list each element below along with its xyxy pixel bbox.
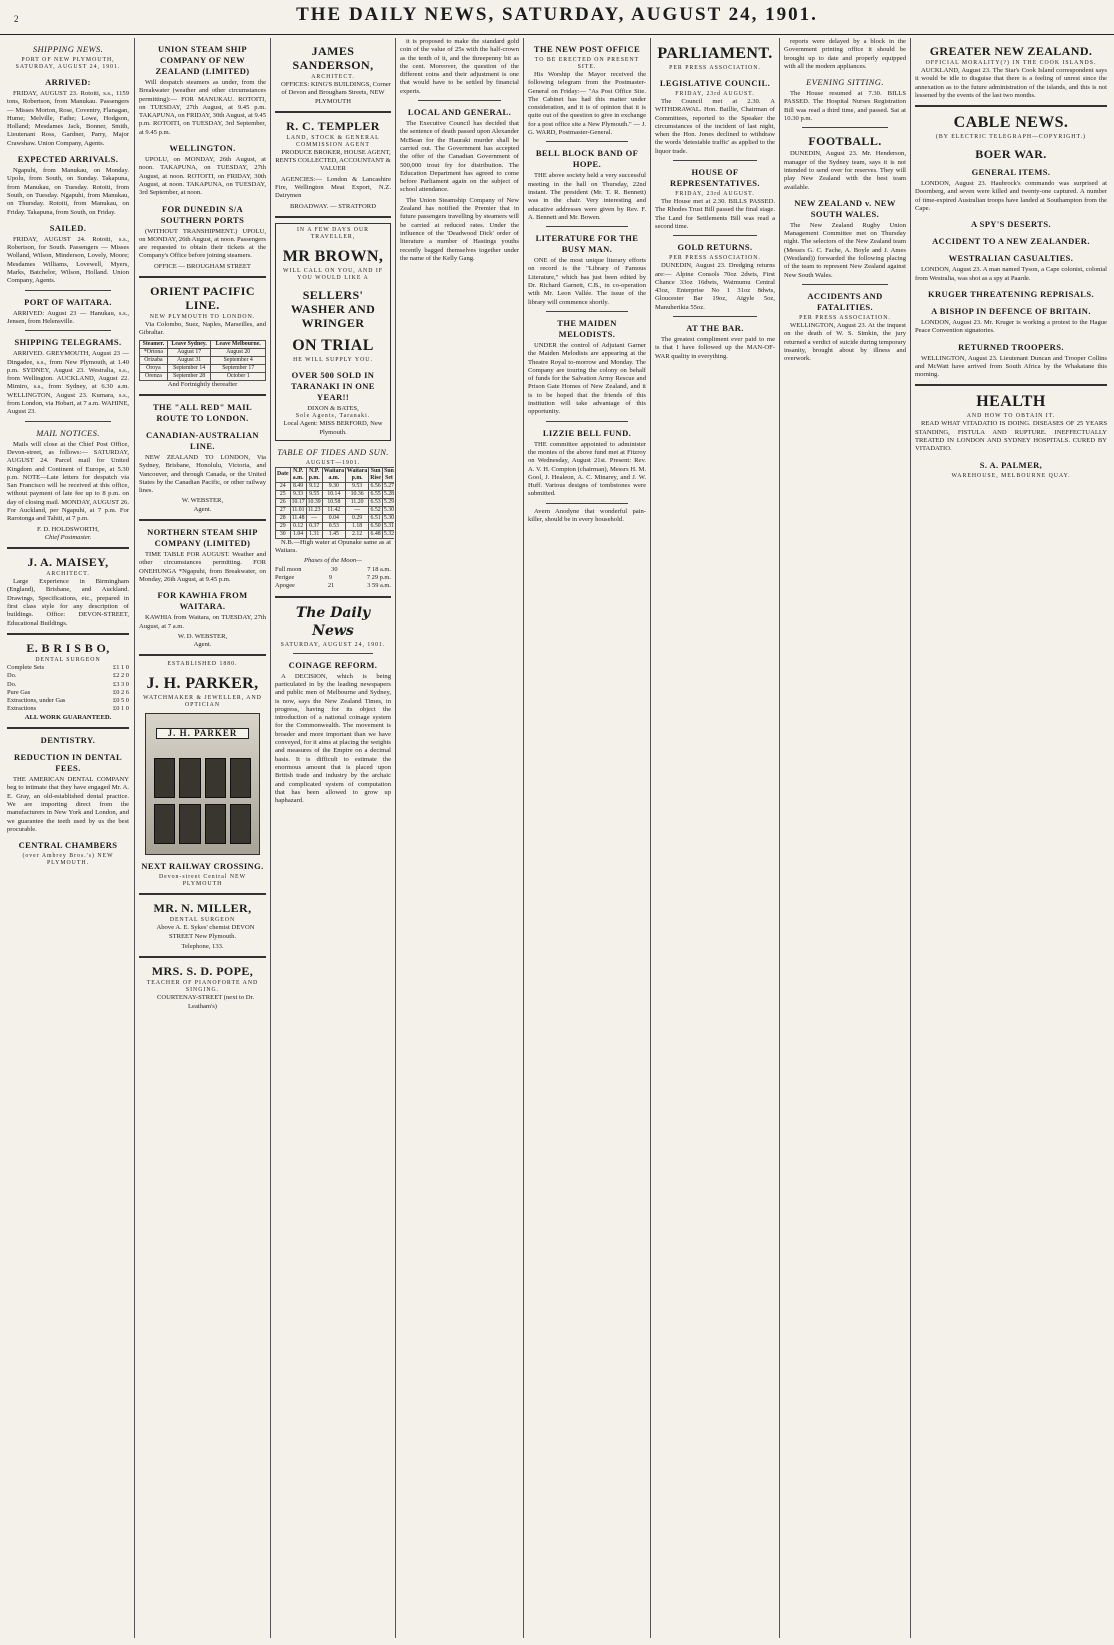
northern-heading: NORTHERN STEAM SHIP COMPANY (LIMITED) [147, 527, 258, 549]
council-date: FRIDAY, 23rd AUGUST. [675, 91, 755, 97]
reduction-heading: REDUCTION IN DENTAL FEES. [13, 752, 123, 774]
newspaper-title: THE DAILY NEWS, SATURDAY, AUGUST 24, 1901. [296, 4, 818, 25]
post-office-sub: TO BE ERECTED ON PRESENT SITE. [534, 57, 640, 70]
fee-value: £0 2 6 [113, 688, 129, 696]
moon-cell: 3 59 a.m. [367, 582, 391, 590]
column-rule [134, 38, 135, 1638]
moon-row [275, 574, 391, 582]
tide-cell: 0.04 [322, 514, 345, 522]
dunedin-heading: FOR DUNEDIN S/A SOUTHERN PORTS [160, 203, 245, 225]
orient-sub: NEW PLYMOUTH TO LONDON. [149, 314, 256, 321]
orient-heading: ORIENT PACIFIC LINE. [150, 284, 255, 313]
nsw-text: The New Zealand Rugby Union Management Committee met on Thursday night. The selectors of the New Zealand team (Messrs G. C. Fache, A. Boyle and J. Ames (Westland)) forwarded the following placing of the team to represent New Zealand against New South Wales. [784, 221, 906, 279]
tide-cell: 9.55 [306, 490, 322, 498]
tides-heading: TABLE OF TIDES AND SUN. [277, 446, 389, 457]
moon-row [275, 582, 391, 590]
fee-label: Complete Sets [7, 663, 45, 671]
orient-text: Via Colombo, Suez, Naples, Marseilles, and Gibraltar. [139, 321, 266, 337]
fee-row [7, 664, 129, 672]
boer-heading: BOER WAR. [975, 147, 1047, 162]
broadway: BROADWAY. — STRATFORD [290, 202, 376, 210]
parker-title: WATCHMAKER & JEWELLER, AND OPTICIAN [143, 695, 262, 709]
dunedin-text: (WITHOUT TRANSHIPMENT.) UPOLU, on MONDAY, 26th August, at noon. Passengers are requested to obtain their tickets at the Company's Office before joining steamers. [139, 227, 266, 260]
tide-header: Date [276, 467, 291, 482]
column-3 [272, 38, 394, 1638]
tide-cell: 30 [276, 530, 291, 538]
tide-cell: 11.42 [322, 506, 345, 514]
kruger-heading: KRUGER THREATENING REPRISALS. [928, 288, 1094, 299]
miller-name: MR. N. MILLER, [153, 901, 252, 916]
column-8 [912, 38, 1110, 1638]
postmaster-title: Chief Postmaster. [44, 533, 92, 541]
tide-header: N.P. a.m. [290, 467, 306, 482]
spy-heading: A SPY'S DESERTS. [970, 219, 1052, 230]
coinage-heading: COINAGE REFORM. [288, 659, 378, 670]
supply-note: HE WILL SUPPLY YOU. [293, 356, 373, 363]
tide-cell: 5.31 [383, 522, 394, 529]
tide-cell: 1.45 [322, 530, 345, 538]
bell-block-text: THE above society held a very successful meeting in the hall on Thursday, 22nd instant. The president (Mr. T. R. Bennett) was in the chair. Very interesting and educative addresses were given by Rev. F. A. Bennett and Mr. Bowen. [528, 172, 646, 221]
busy-man-text: ONE of the most unique literary efforts on record is the "Library of Famous Literature," which has just been edited by Dr. Richard Garnett, C.B., in co-operation with Mr. Leon Vallée. The issue of the library will commence shortly. [528, 257, 646, 306]
bishop-text: LONDON, August 23. Mr. Kruger is working a protest to the Hague Peace Convention signatories. [915, 318, 1107, 335]
agent-name: W. WEBSTER, [181, 497, 224, 505]
tide-header: Waitara p.m. [346, 467, 368, 481]
general-heading: GENERAL ITEMS. [971, 167, 1051, 178]
column-rule [650, 38, 651, 1638]
greater-nz-sub: OFFICIAL MORALITY(?) IN THE COOK ISLANDS. [925, 60, 1097, 66]
office-line: OFFICE — BROUGHAM STREET [154, 262, 251, 270]
sailing-table [139, 340, 266, 381]
tide-header: N.P. p.m. [306, 467, 322, 482]
westralian-text: LONDON, August 23. A man named Tyson, a Cape colonist, colonial from Westralia, was shot as a spy at Paarde. [915, 266, 1107, 282]
lizzie-heading: LIZZIE BELL FUND. [542, 427, 632, 438]
canadian-text: NEW ZEALAND TO LONDON, Via Sydney, Brisbane, Honolulu, Victoria, and Vancouver, and through Canada, or the United States by the Canadian Pacific, or other railway lines. [139, 453, 266, 495]
troopers-text: WELLINGTON, August 23. Lieutenant Duncan and Trooper Collins and McWatt have arrived from South Africa by the Whakatane this morning. [915, 354, 1107, 379]
moon-cell: Perigee [275, 574, 295, 582]
tide-cell: 9.30 [322, 482, 345, 490]
miller-title: DENTAL SURGEON [169, 917, 236, 924]
paper-date: SATURDAY, AUGUST 24, 1901. [280, 641, 386, 648]
kawhia-text: KAWHIA from Waitara, on TUESDAY, 27th August, at 7 a.m. [139, 614, 266, 630]
brisbo-title: DENTAL SURGEON [35, 656, 101, 663]
tide-cell: 9.12 [306, 482, 322, 490]
dentist-text: THE AMERICAN DENTAL COMPANY beg to intimate that they have engaged Mr. A. E. Gray, an old-established dental practice. We are importing direct from the manufacturers in New York and London, and we guarantee the teeth used by us the best procurable. [7, 776, 129, 833]
sailing-cell: August 17 [167, 348, 211, 356]
fee-row [7, 689, 129, 697]
brown-call: WILL CALL ON YOU, AND IF YOU WOULD LIKE A [283, 267, 383, 281]
fee-row [7, 697, 129, 705]
tide-cell: 11.48 [291, 514, 305, 521]
parker-address: Devon-street Central NEW PLYMOUTH [158, 874, 247, 888]
football-text: DUNEDIN, August 23. Mr. Henderson, manager of the Sydney team, says it is not intended to send over for reserves. They will play New Zealand with the best team available. [784, 150, 906, 191]
tide-cell: 6.50 [370, 522, 381, 529]
union-text: Will despatch steamers as under, from the Breakwater (weather and other circumstances permitting):— FOR MANUKAU. ROTOITI, on TUESDAY, 27th August, at 9.45 p.m. TAKAPUNA, on FRIDAY, 30th August, at 9.45 p.m. ROTOITI, on TUESDAY, 3rd September, at 9.45 p.m. [139, 79, 266, 136]
sailing-cell: Orenza [140, 372, 168, 380]
wellington-text: UPOLU, on MONDAY, 26th August, at noon. TAKAPUNA, on TUESDAY, 27th August, at noon. ROTOITI, on FRIDAY, 30th August, at noon. TAKAPUNA, on TUESDAY, 3rd September, at noon. [139, 156, 266, 197]
greater-nz-text: AUCKLAND, August 23. The Star's Cook Island correspondent says it would be idle to disguise that there is a feeling of unrest since the annexation as to the future administration of the islands, and this is not lessened by the events of the last two months. [915, 67, 1107, 99]
dixon-sub: Sole Agents, Taranaki. [295, 413, 371, 420]
evening-text: The House resumed at 7.30. BILLS PASSED. The Hospital Nurses Registration Bill was read a third time, and passed. Sat at 10.30 p.m. [784, 90, 906, 123]
column-5 [525, 38, 649, 1638]
column-4 [397, 38, 522, 1638]
masthead [0, 0, 1114, 35]
moon-cell: Apogee [275, 582, 295, 590]
moon-cell: Full moon [275, 565, 302, 573]
column-rule [779, 38, 780, 1638]
fee-value: £2 2 0 [113, 672, 129, 680]
union-heading: UNION STEAM SHIP COMPANY OF NEW ZEALAND (LIMITED) [155, 44, 250, 76]
tide-cell: 10.58 [322, 498, 345, 506]
tide-cell: 10.39 [307, 498, 321, 505]
coinage-text: A DECISION, which is being particulated in by the leading newspapers and public men of Melbourne and Sydney, is now, says the New Zealand Times, in progress, having for its object the introduction of a national coinage system for the Commonwealth. The movement is broader and more important than we have conveyed, for it aims at placing the weights and measures of the Empire on a decimal basis. It is difficult to estimate the enormous amount that is placed upon British trade and industry by the archaic and complicated system of computation that has been allowed to grow up haphazard. [275, 672, 391, 805]
moon-cell: 7 18 a.m. [367, 565, 391, 573]
fee-list [7, 664, 129, 714]
brisbo-name: E. B R I S B O, [26, 640, 110, 655]
football-heading: FOOTBALL. [808, 134, 882, 149]
tide-cell: 11.23 [307, 506, 321, 513]
all-red-heading: THE "ALL RED" MAIL ROUTE TO LONDON. [152, 401, 253, 423]
palmer-name: S. A. PALMER, [979, 459, 1043, 470]
fee-label: Pure Gas [7, 688, 31, 696]
templer-text: PRODUCE BROKER, HOUSE AGENT, RENTS COLLECTED, ACCOUNTANT & VALUER [275, 148, 391, 173]
fee-value: £0 1 0 [113, 705, 129, 713]
established: ESTABLISHED 1880. [167, 661, 238, 668]
tide-header: Sun Set [384, 467, 394, 481]
maisey-name: J. A. MAISEY, [27, 555, 109, 570]
post-office-heading: THE NEW POST OFFICE [533, 44, 641, 54]
council-text: The Council met at 2.30. A WITHDRAWAL. Hon. Baillie, Chairman of Committees, reported to the Speaker the circumstances of the incident of last night, when the Hon. Jones declined to withdraw the words 'detestable traffic' as applied to the liquor trade. [655, 98, 775, 155]
column-rule [395, 38, 396, 1638]
tide-cell: 6.48 [370, 530, 381, 537]
parker-name: J. H. PARKER, [146, 675, 259, 693]
shop-sign: J. H. PARKER [156, 728, 249, 738]
tide-cell: 10.17 [291, 498, 305, 505]
parker-crossing: NEXT RAILWAY CROSSING. [141, 861, 264, 872]
tide-cell: 0.37 [306, 522, 322, 530]
house-heading: HOUSE OF REPRESENTATIVES. [670, 167, 760, 189]
tide-cell: 6.55 [370, 490, 381, 497]
parliament-heading: PARLIAMENT. [657, 45, 773, 62]
northern-text: TIME TABLE FOR AUGUST. Weather and other circumstances permitting. FOR ONEHUNGA *Ngapuhi, from Breakwater, on Monday, 26th August, at 9.45 p.m. [139, 551, 266, 583]
tide-row [276, 490, 395, 498]
fortnight-note: And Fortnightly thereafter [167, 380, 238, 388]
waitara-text: ARRIVED: August 23 — Hanukau, s.s., Jensen, from Helensville. [7, 309, 129, 325]
washer-advert [275, 223, 391, 441]
tide-row [276, 506, 395, 514]
pope-title: TEACHER OF PIANOFORTE AND SINGING. [146, 980, 259, 994]
bishop-heading: A BISHOP IN DEFENCE OF BRITAIN. [931, 305, 1091, 316]
tide-cell: — [345, 506, 368, 514]
sellers-washer: SELLERS' WASHER AND WRINGER [290, 287, 376, 330]
telegrams-text: ARRIVED. GREYMOUTH, August 23 — Dingadee, s.s., from New Plymouth, at 1.40 p.m. SYDNEY, August 23. Westralia, s.s., from Wellington. AUCKLAND, August 22. Mimiro, s.s., from Sydney, at 6.30 a.m. WELLINGTON, August 23. Kumara, s.s., from London, via Hobart, at 7 a.m. WAHINE, August 23. [7, 350, 129, 416]
sailing-cell: August 20 [211, 348, 266, 356]
tide-cell: 10.36 [345, 490, 368, 498]
accident-heading: ACCIDENT TO A NEW ZEALANDER. [932, 236, 1090, 247]
sailing-row [140, 372, 266, 380]
maisey-text: Large Experience in Birmingham (England), Brisbane, and Auckland. Drawings, Specifications, etc., prepared in first class style for any description of buildings. Office: DEVON-STREET, Educational Buildings. [7, 578, 129, 627]
maisey-title: ARCHITECT. [46, 571, 90, 578]
accidents-text: WELLINGTON, August 23. At the inquest on the death of W. S. Simkin, the jury returned a verdict of suicide during temporary insanity, brought about by illness and overwork. [784, 321, 906, 363]
local-general-text-2: The Union Steamship Company of New Zealand has notified the Premier that in future passengers travelling by steamers will be carried at reduced rates. Under the influence of the 'Deadwood Dick' order of literature a number of Hastings youths recently bagged themselves together under the name of the Kelly Gang. [400, 196, 519, 262]
tide-cell: 0.12 [290, 522, 306, 530]
pope-name: MRS. S. D. POPE, [151, 964, 254, 979]
tide-cell: 1.04 [290, 530, 306, 538]
paper-nameplate: The Daily News [295, 604, 371, 639]
sanderson-name: JAMES SANDERSON, [292, 44, 374, 72]
westralian-heading: WESTRALIAN CASUALTIES. [948, 253, 1074, 264]
on-trial: ON TRIAL [292, 336, 374, 354]
tide-cell: 8.49 [290, 482, 306, 490]
moon-heading: Phases of the Moon— [303, 557, 363, 565]
tide-cell: 0.29 [345, 514, 368, 522]
fee-value: £0 5 0 [113, 697, 129, 705]
post-office-text: His Worship the Mayor received the following telegram from the Postmaster-General on Friday:— "As Post Office Site. The Cabinet has had this matter under consideration, and it is of opinion that it is quite out of the question to give in exchange for a post office site a New Plymouth." — J. G. WARD, Postmaster-General. [528, 71, 646, 137]
local-general-heading: LOCAL AND GENERAL. [407, 107, 512, 118]
tides-table [275, 467, 394, 539]
tide-header: Sun Rise [370, 467, 381, 481]
accidents-heading: ACCIDENTS AND FATALITIES. [807, 290, 883, 312]
sailing-cell: September 28 [167, 372, 211, 380]
kawhia-heading: FOR KAWHIA FROM WAITARA. [157, 590, 248, 612]
tide-row [276, 530, 395, 538]
wellington-heading: WELLINGTON. [169, 143, 236, 154]
tide-cell: 5.27 [383, 482, 394, 489]
column-6 [652, 38, 778, 1638]
maiden-heading: THE MAIDEN MELODISTS. [557, 317, 617, 339]
templer-title: LAND, STOCK & GENERAL COMMISSION AGENT [286, 134, 380, 148]
fee-label: Do. [7, 672, 17, 680]
gold-sub: PER PRESS ASSOCIATION. [669, 255, 761, 262]
shipping-heading: SHIPPING NEWS. [32, 44, 104, 54]
shopfront-illustration [145, 713, 260, 855]
central-chambers: CENTRAL CHAMBERS [18, 840, 118, 851]
sailing-header: Steamer. [140, 340, 168, 348]
tide-cell: 6.52 [370, 506, 381, 513]
expected-text: Ngapuhi, from Manukau, on Monday. Upolu, from South, on Sunday. Takapuna, from Manukau, on Tuesday. Rotoiti, from South, on Tuesday. Ngapuhi, from Manukau, on Thursday. Rotoiti, from Manukau, on Friday. Takapuna, from South, on Friday. [7, 167, 129, 216]
sailing-row [140, 364, 266, 372]
tide-header: Waitara a.m. [323, 467, 344, 481]
moon-cell: 21 [327, 582, 335, 590]
column-rule [270, 38, 271, 1638]
sailing-cell: *Ortona [140, 348, 168, 356]
tide-cell: — [306, 514, 322, 522]
tide-cell: 1.31 [306, 530, 322, 538]
sailing-cell: September 4 [211, 356, 266, 364]
waitara-heading: PORT OF WAITARA. [24, 296, 112, 307]
column-1 [4, 38, 132, 1638]
tide-row [276, 522, 395, 530]
tide-cell: 27 [276, 506, 291, 514]
sailing-cell: August 31 [167, 356, 211, 364]
moon-list [275, 566, 391, 591]
reported-text: reports were delayed by a block in the Government printing office it should be brought up to date and properly equipped with all the modern appliances. [784, 38, 906, 70]
house-date: FRIDAY, 23rd AUGUST. [675, 191, 755, 198]
sailed-text: FRIDAY, AUGUST 24. Rotoiti, s.s., Robertson, for South. Passengers — Misses Wolland, Wilson, Minderson, Lovely, Moore; Mesdames Williams, Lovewell, Myers, Marks, Batchelor, Wilson, Holland. Union Company, Agents. [7, 235, 129, 285]
canadian-heading: CANADIAN-AUSTRALIAN LINE. [146, 429, 259, 451]
sailed-heading: SAILED. [49, 222, 87, 233]
cable-sub: (BY ELECTRIC TELEGRAPH—COPYRIGHT.) [936, 134, 1086, 141]
fee-row [7, 705, 129, 713]
tide-cell: 9.53 [345, 482, 368, 490]
postmaster-signature: F. D. HOLDSWORTH, [37, 525, 99, 533]
fee-label: Do. [7, 680, 17, 688]
tide-cell: 5.32 [383, 530, 394, 537]
tide-row [276, 482, 395, 490]
sailing-row [140, 356, 266, 364]
health-heading: HEALTH [976, 393, 1046, 411]
tide-cell: 2.12 [345, 530, 368, 538]
miller-address: Above A. E. Sykes' chemist DEVON STREET New Plymouth. [156, 924, 255, 940]
tide-cell: 24 [276, 482, 291, 490]
parliament-sub: PER PRESS ASSOCIATION. [669, 65, 761, 71]
brown-pre: IN A FEW DAYS OUR TRAVELLER, [296, 226, 370, 240]
general-text: LONDON, August 23. Haubrock's commando was surprised at Doornberg, and seven were killed and twenty-one captured. A number of time-expired Australian troops have landed at Southampton from the Cape. [915, 180, 1107, 213]
bar-text: The greatest compliment ever paid to me is that I have followed up the MAN-OF-WAR quality in everything. [655, 336, 775, 360]
tide-cell: 5.29 [383, 498, 394, 505]
webster-sub: Agent. [193, 641, 212, 649]
council-heading: LEGISLATIVE COUNCIL. [659, 78, 771, 88]
tide-cell: 28 [276, 514, 291, 522]
webster-name: W. D. WEBSTER, [177, 632, 228, 640]
bell-block-heading: BELL BLOCK BAND OF HOPE. [535, 148, 639, 170]
tide-cell: 26 [276, 498, 291, 506]
tide-cell: 5.30 [383, 506, 394, 513]
brown-name: MR BROWN, [282, 247, 384, 265]
palmer-sub: WAREHOUSE, MELBOURNE QUAY. [951, 472, 1071, 479]
brisbo-guarantee: ALL WORK GUARANTEED. [24, 713, 112, 721]
sailing-cell: September 17 [211, 364, 266, 372]
tide-row [276, 514, 395, 522]
local-general-text: The Executive Council has decided that the sentence of death passed upon Alexander McBean for the Hauraki murder shall be carried out. The Government has accepted the offer of the Canadian Government of 500,000 trout fry for distribution. The Education Department has agreed to come before Parliament again on the subject of school attendance. [400, 120, 519, 194]
column-rule [910, 38, 911, 1638]
tide-row [276, 498, 395, 506]
moon-cell: 9 [328, 574, 333, 582]
accidents-sub: PER PRESS ASSOCIATION. [799, 314, 891, 321]
moon-cell: 30 [331, 565, 338, 573]
page-number: 2 [14, 14, 19, 24]
fee-label: Extractions, under Gas [7, 697, 66, 705]
troopers-heading: RETURNED TROOPERS. [958, 341, 1064, 352]
anodyne-ad: Avern Anodyne that wonderful pain-killer, should be in every household. [528, 507, 646, 523]
column-rule [523, 38, 524, 1638]
moon-cell: 7 29 p.m. [366, 574, 391, 582]
shipping-date: SATURDAY, AUGUST 24, 1901. [15, 64, 121, 70]
templer-agencies: AGENCIES:— London & Lancashire Fire, Wellington Meat Export, N.Z. Dairymen [275, 175, 391, 200]
sanderson-title: ARCHITECT. [311, 74, 355, 80]
fee-row [7, 672, 129, 680]
tide-cell: 11.20 [345, 498, 368, 506]
sailing-cell: Orizaba [140, 356, 168, 364]
tide-cell: 25 [276, 490, 291, 498]
dixon-bates: DIXON & BATES, [307, 404, 359, 412]
house-text: The House met at 2.30. BILLS PASSED. The Rhodes Trust Bill passed the final stage. The Land for Settlements Bill was read a second time. [655, 198, 775, 230]
fee-label: Extractions [7, 705, 37, 713]
cable-heading: CABLE NEWS. [953, 114, 1069, 132]
over-sold: OVER 500 SOLD IN TARANAKI IN ONE YEAR!! [291, 369, 375, 402]
tide-cell: 6.51 [370, 514, 381, 521]
coinage-continued: it is proposed to make the standard gold coin of the value of 25s with the half-crown as the tenth of it, and the threepenny bit as the cent. Moreover, the question of the different coins and their adjustment is one that would have to be settled by financial experts. [400, 38, 519, 95]
sanderson-text: OFFICES: KING'S BUILDINGS, Corner of Devon and Brougham Streets, NEW PLYMOUTH [281, 81, 391, 105]
health-text: READ WHAT VITADATIO IS DOING. DISEASES OF 25 YEARS STANDING, FISTULA AND RUPTURE. INEFFECTUALLY TREATED IN LONDON AND SYDNEY HOSPITALS. CURED BY VITADATIO. [915, 420, 1107, 453]
tide-cell: 11.01 [291, 506, 305, 513]
tide-cell: 10.14 [322, 490, 345, 498]
tide-cell: 5.30 [383, 514, 394, 521]
greater-nz-heading: GREATER NEW ZEALAND. [929, 44, 1093, 58]
arrived-heading: ARRIVED: [45, 77, 91, 87]
pope-address: COURTENAY-STREET (next to Dr. Leatham's) [156, 994, 255, 1010]
mail-heading: MAIL NOTICES. [36, 427, 100, 438]
evening-heading: EVENING SITTING. [806, 77, 884, 88]
local-agent: Local Agent: MISS BERFORD, New Plymouth. [283, 420, 383, 436]
column-7 [781, 38, 909, 1638]
tide-cell: 5.28 [383, 490, 394, 497]
port-heading: PORT OF NEW PLYMOUTH, [21, 57, 115, 63]
sailing-cell: Oroya [140, 364, 168, 372]
fee-value: £3 3 0 [113, 680, 129, 688]
tide-cell: 9.33 [290, 490, 306, 498]
sailing-header: Leave Sydney. [167, 340, 211, 348]
telephone: Telephone, 133. [181, 942, 224, 950]
tide-cell: 0.53 [322, 522, 345, 530]
bar-heading: AT THE BAR. [686, 323, 744, 334]
gold-text: DUNEDIN, August 23. Dredging returns are:— Alpine Consols 70oz 2dwts, First Chance 33oz 16dwts, Waimumu Central 43oz, Enterprise No 1 31oz 8dwts, Gloucester Bar 19oz, Aigyle 5oz, Manuherikia 55oz. [655, 262, 775, 311]
sailing-cell: October 1 [211, 372, 266, 380]
column-2 [136, 38, 269, 1638]
central-chambers-sub: (over Ambrey Bros.'s) NEW PLYMOUTH. [22, 853, 114, 867]
templer-name: R. C. TEMPLER [286, 118, 380, 133]
expected-heading: EXPECTED ARRIVALS. [17, 154, 119, 165]
sailing-cell: September 14 [167, 364, 211, 372]
dentistry-heading: DENTISTRY. [40, 735, 96, 746]
tide-cell: 6.53 [370, 498, 381, 505]
maiden-text: UNDER the control of Adjutant Garner the Maiden Melodists are appearing at the Theatre Royal to-morrow and Monday. The Company are touring the colony on behalf of funds for the Salvation Army Rescue and Prison Gate Homes of New Zealand, and it is to be hoped that the friends of this institution will take advantage of this opportunity. [528, 341, 646, 416]
tide-cell: 29 [276, 522, 291, 530]
lizzie-text: THE committee appointed to administer the monies of the above fund met at Fitzroy on Wednesday, August 21st. Present: Rev. A. V. H. Compton (chairman), Messrs H. M. Gool, J. Healeon, A. C. Minarey, and J. W. Huff. Various designs of tombstones were submitted. [528, 440, 646, 498]
sailing-header: Leave Melbourne. [211, 340, 266, 348]
nsw-heading: NEW ZEALAND v. NEW SOUTH WALES. [794, 197, 896, 219]
tide-cell: 1.18 [345, 522, 368, 530]
telegrams-heading: SHIPPING TELEGRAMS. [14, 337, 122, 348]
sailing-row [140, 348, 266, 356]
busy-man-heading: LITERATURE FOR THE BUSY MAN. [535, 233, 639, 255]
fee-value: £1 1 0 [113, 663, 129, 671]
agent-sub: Agent. [193, 505, 212, 513]
tide-note: N.B.—High water at Opunake same as at Waitara. [275, 538, 391, 555]
tide-cell: 6.56 [370, 482, 381, 489]
mail-text: Mails will close at the Chief Post Office, Devon-street, as follows:— SATURDAY, AUGUST 24. Parcel mail for United Kingdom and Continent of Europe, at 5.30 p.m. NOTE—Late letters for despatch via San Francisco will be received at this office, without payment of late fee up to 8 p.m. on day of closing mail. MONDAY, AUGUST 26. For Auckland, per Ngapuhi, at 7 p.m. For Rarotonga and Tahiti, at 7 p.m. [7, 440, 129, 523]
fee-row [7, 681, 129, 689]
moon-row [275, 566, 391, 574]
gold-heading: GOLD RETURNS. [677, 242, 753, 253]
health-sub: AND HOW TO OBTAIN IT. [966, 413, 1056, 420]
tides-sub: AUGUST—1901. [305, 459, 361, 466]
arrived-text: FRIDAY, AUGUST 23. Rotoiti, s.s., 1159 tons, Robertson, from Manukau. Passengers — Misses Morton, Rose, Coventry, Flanagan, Hume; Melville, Fathe; Lowe, Hodgson, Holland; Mesdames Jack, Bonner, Smith, Lieutenant Ross, Gardner, Parry, Major Crawshaw. Union Company, Agents. [7, 90, 129, 147]
